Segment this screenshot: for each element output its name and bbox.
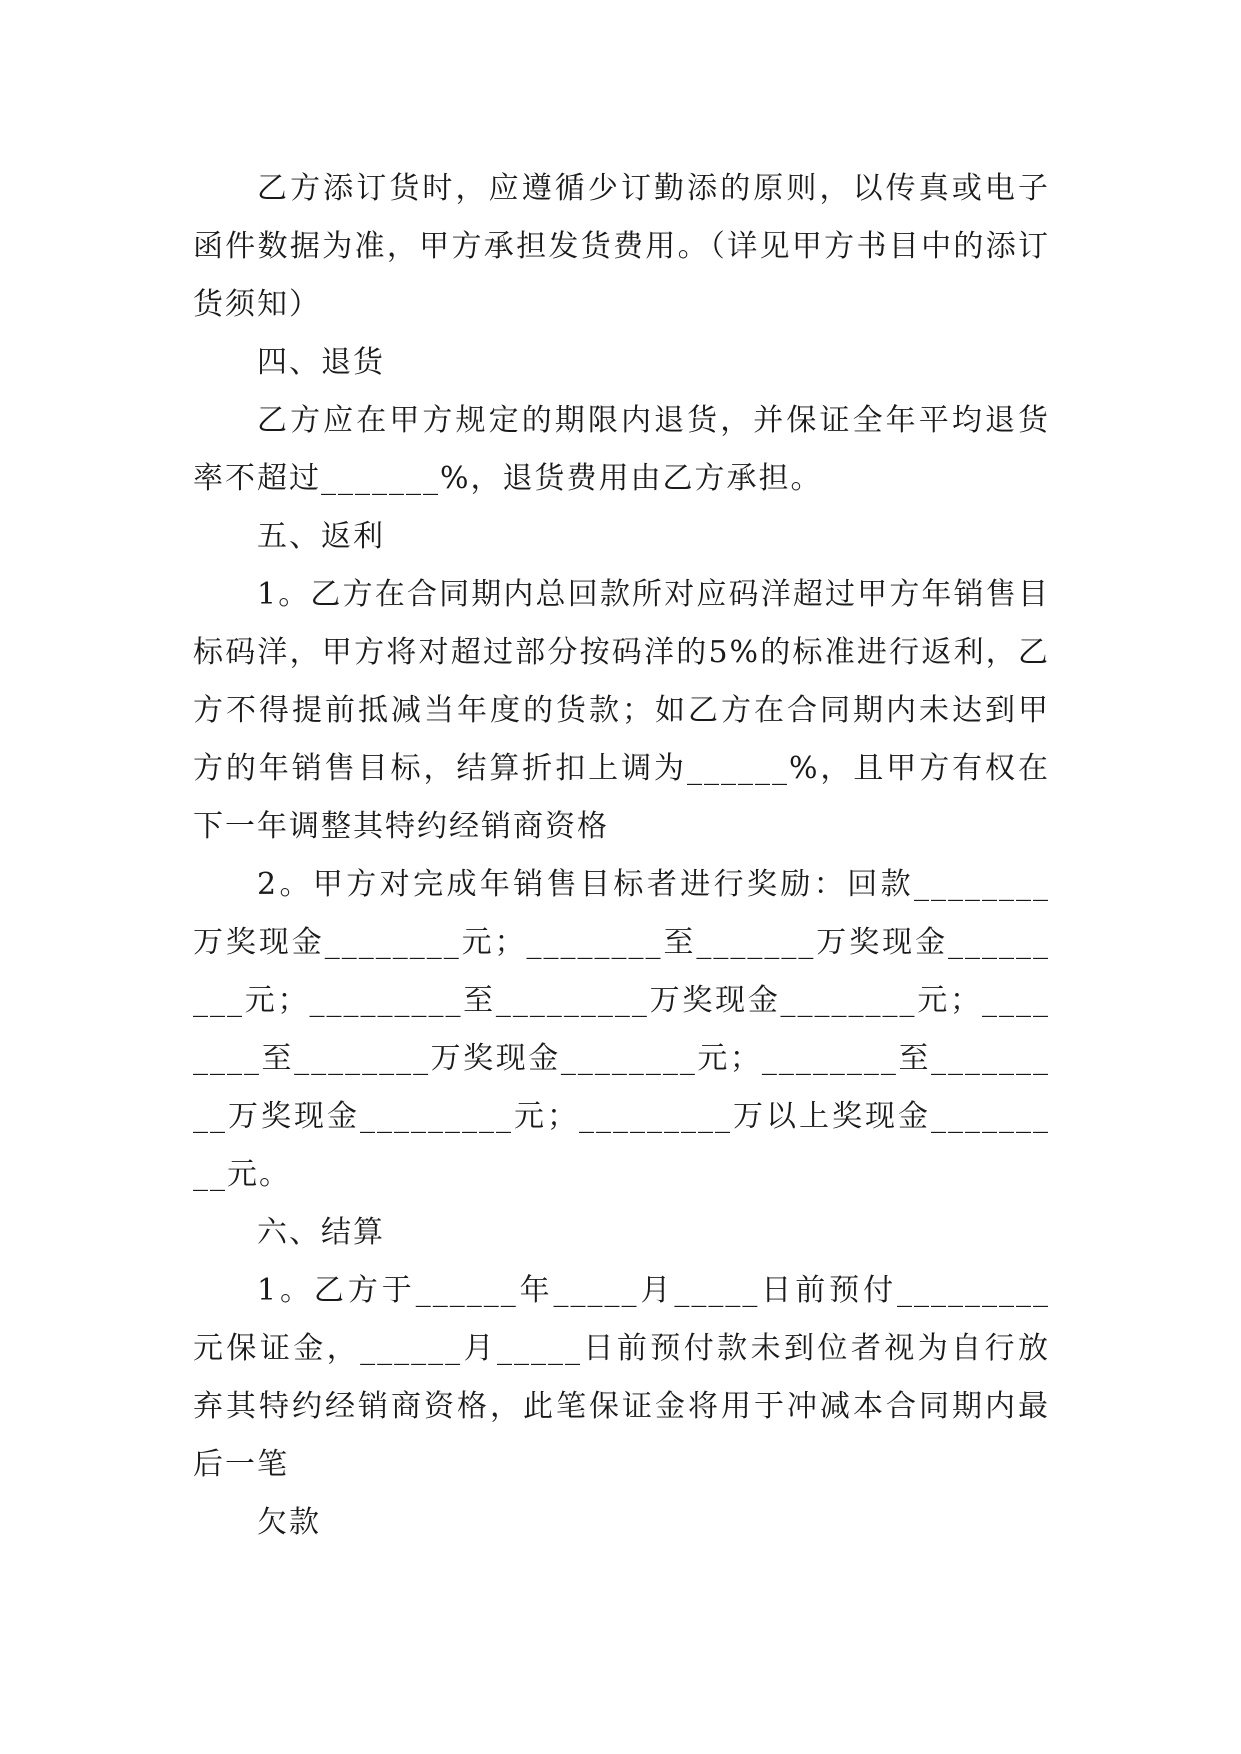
section-heading-returns: 四、退货 (257, 345, 385, 380)
paragraph-reorder: 乙方添订货时，应遵循少订勤添的原则，以传真或电子函件数据为准，甲方承担发货费用。（详见甲方书目中的添订货须知） (193, 171, 1050, 322)
paragraph-settlement-1: 1。乙方于______年_____月_____日前预付_________元保证金，______月_____日前预付款未到位者视为自行放弃其特约经销商资格，此笔保证金将用于冲减本合同期内最后一笔 (193, 1273, 1050, 1482)
section-heading-settlement: 六、结算 (257, 1215, 385, 1250)
section-heading-rebate: 五、返利 (257, 519, 385, 554)
paragraph-arrears: 欠款 (257, 1505, 321, 1540)
paragraph-rebate-1: 1。乙方在合同期内总回款所对应码洋超过甲方年销售目标码洋，甲方将对超过部分按码洋的5%的标准进行返利，乙方不得提前抵减当年度的货款；如乙方在合同期内未达到甲方的年销售目标，结算折扣上调为______%，且甲方有权在下一年调整其特约经销商资格 (193, 577, 1050, 844)
paragraph-rebate-2: 2。甲方对完成年销售目标者进行奖励：回款________万奖现金________元；________至_______万奖现金_________元；_________至_________万奖现金________元；________至________万奖现金________元；________至_________万奖现金_________元；_________万以上奖现金_________元。 (193, 867, 1050, 1192)
document-page (193, 160, 1050, 1552)
paragraph-returns: 乙方应在甲方规定的期限内退货，并保证全年平均退货率不超过_______%，退货费用由乙方承担。 (193, 403, 1050, 496)
